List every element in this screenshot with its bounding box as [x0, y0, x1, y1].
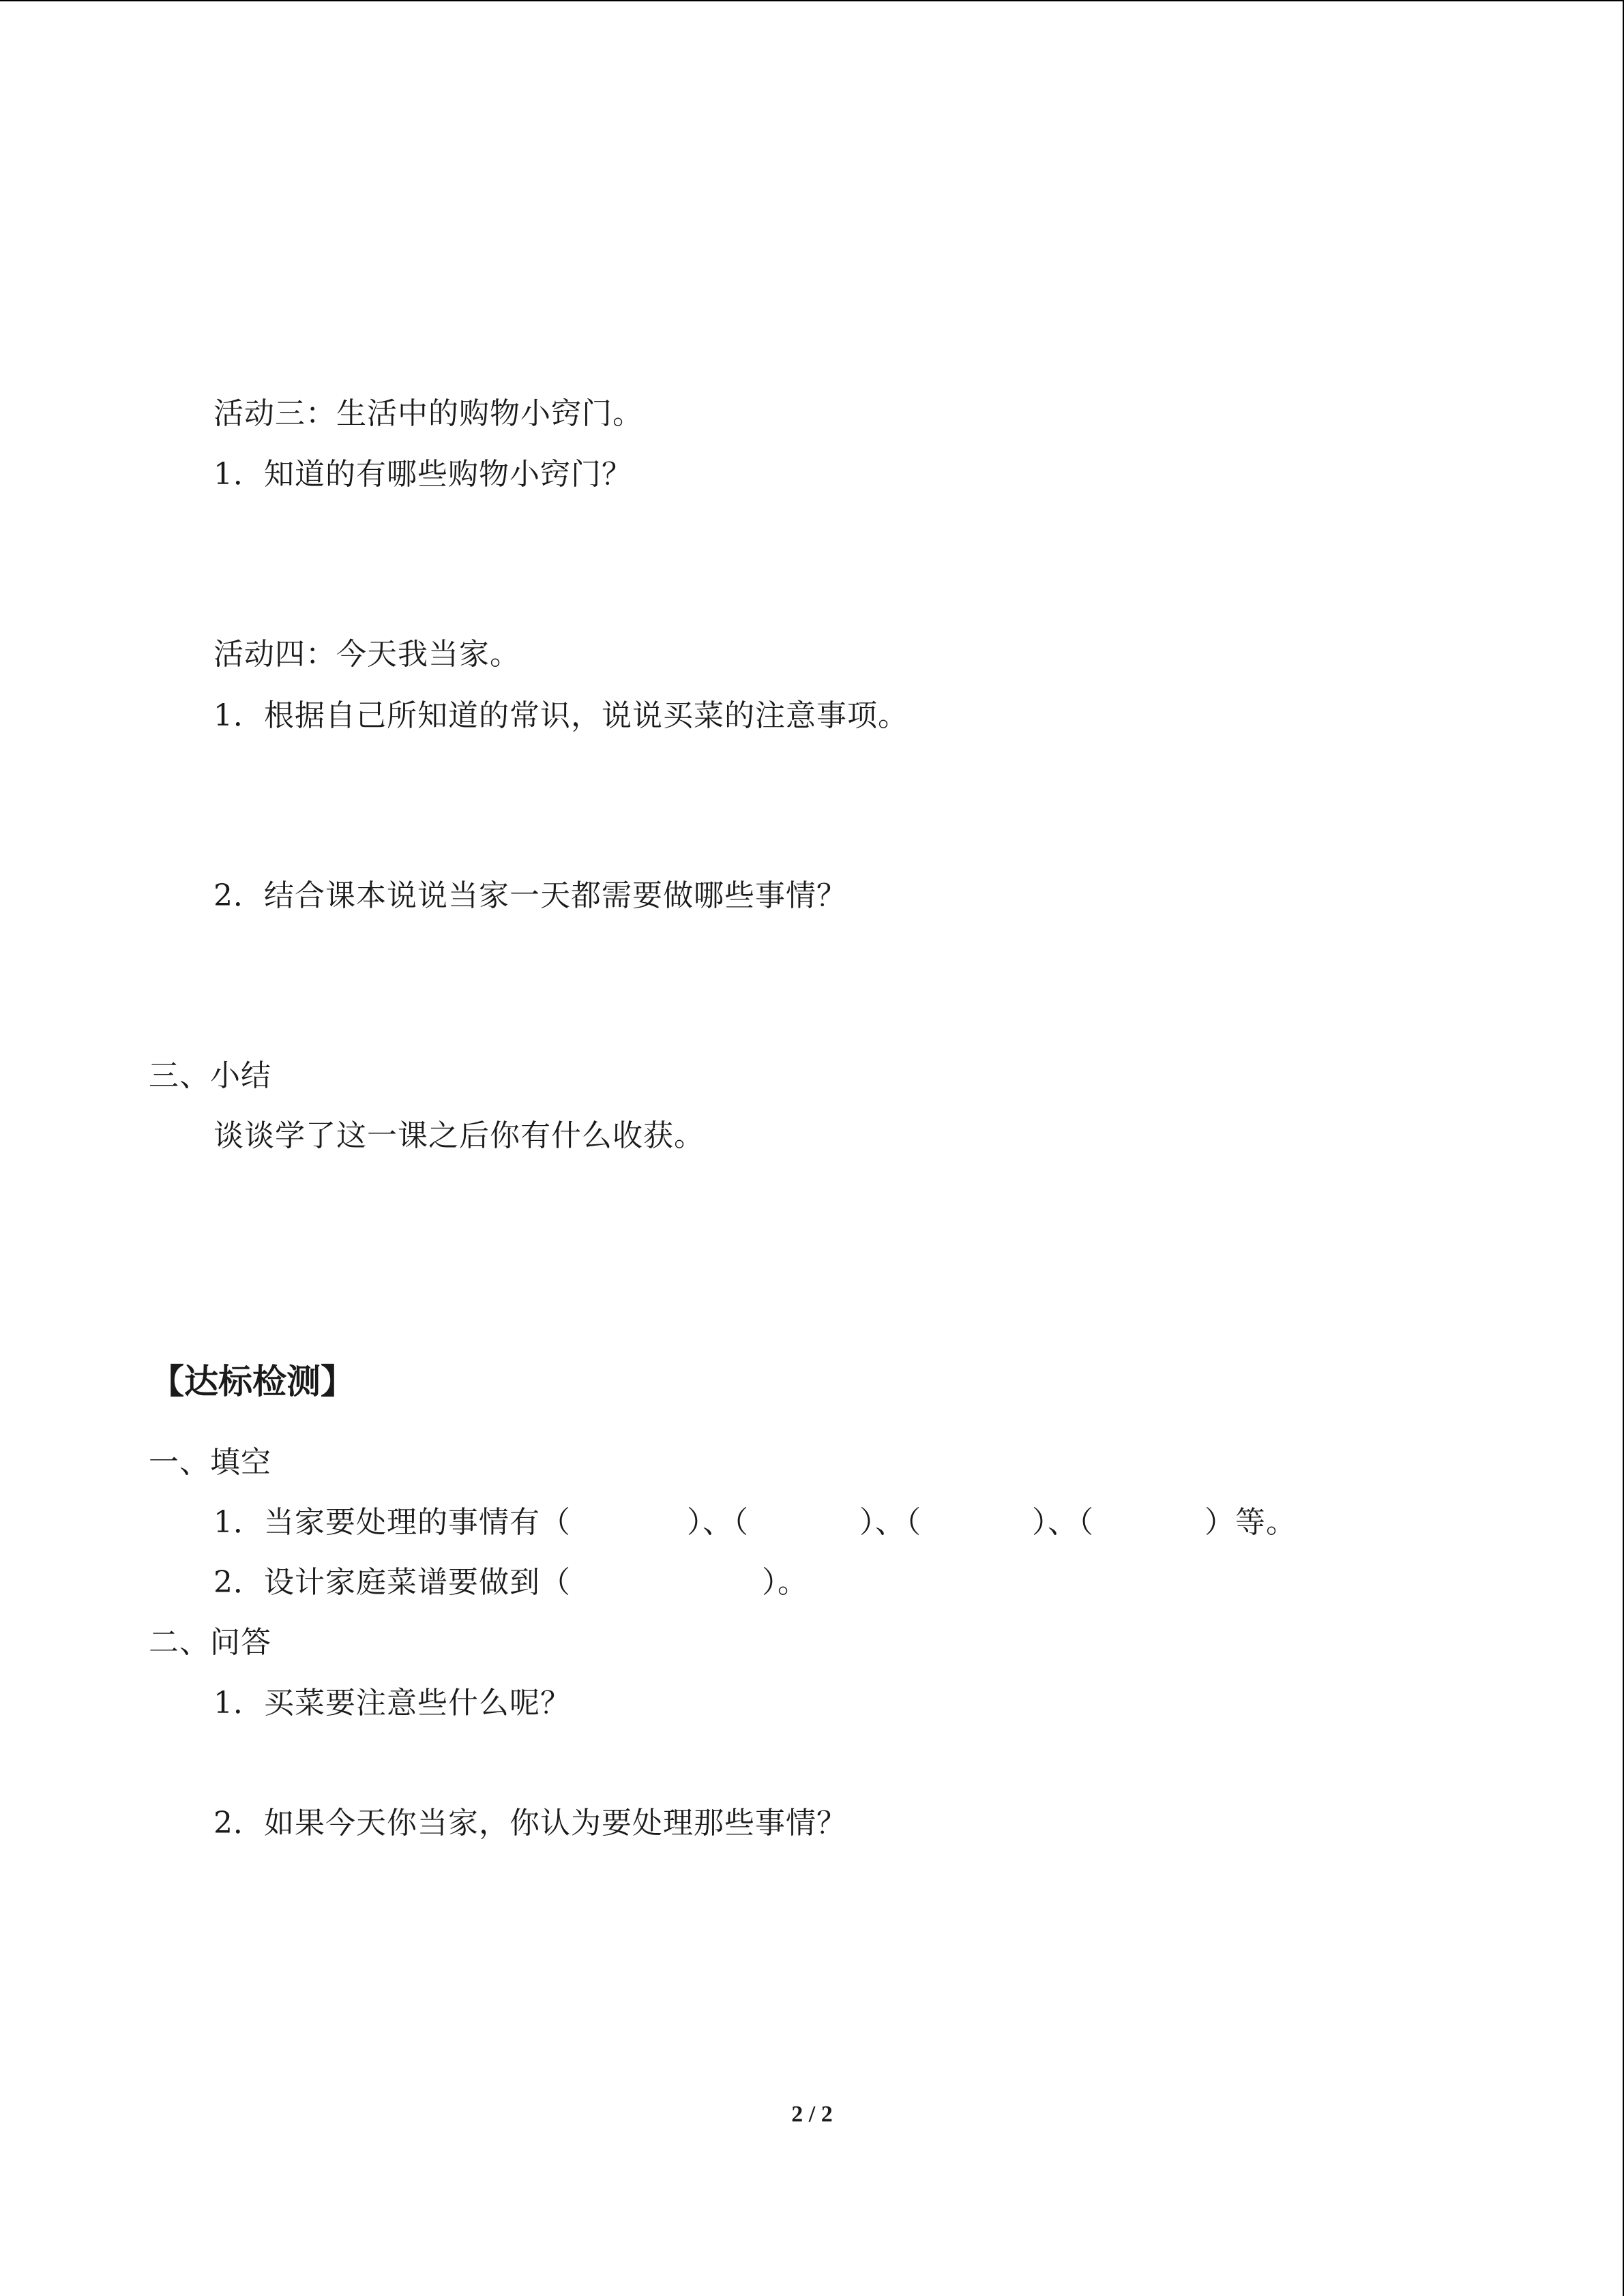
fill-question-1	[213, 1504, 1297, 1542]
qa-question-2: 2．如果今天你当家，你认为要处理那些事情？	[213, 1806, 847, 1840]
activity4-title: 活动四：今天我当家。	[213, 637, 520, 672]
fill-q1-sep-2: ）、（	[859, 1505, 921, 1540]
summary-title: 三、小结	[149, 1058, 271, 1093]
fill-q1-end: ）等。	[1205, 1505, 1297, 1540]
fill-section-title: 一、填空	[149, 1445, 271, 1480]
fill-question-2	[213, 1564, 808, 1602]
activity3-question-1: 1．知道的有哪些购物小窍门？	[213, 457, 632, 492]
fill-q1-prefix: 1．当家要处理的事情有（	[213, 1505, 571, 1540]
page-top-border	[0, 0, 1624, 1]
fill-q2-end: ）。	[762, 1565, 808, 1600]
fill-q2-prefix: 2．设计家庭菜谱要做到（	[213, 1565, 571, 1600]
summary-text: 谈谈学了这一课之后你有什么收获。	[213, 1118, 705, 1153]
test-heading: 【达标检测】	[150, 1362, 355, 1401]
qa-question-1: 1．买菜要注意些什么呢？	[213, 1686, 571, 1720]
qa-section-title: 二、问答	[149, 1625, 271, 1660]
page-number: 2 / 2	[791, 2102, 833, 2127]
activity4-question-1: 1．根据自己所知道的常识，说说买菜的注意事项。	[213, 698, 909, 733]
fill-q1-sep-3: ）、（	[1032, 1505, 1094, 1540]
activity4-question-2: 2．结合课本说说当家一天都需要做哪些事情？	[213, 878, 847, 913]
fill-q1-sep-1: ）、（	[687, 1505, 749, 1540]
activity3-title: 活动三：生活中的购物小窍门。	[213, 396, 643, 431]
